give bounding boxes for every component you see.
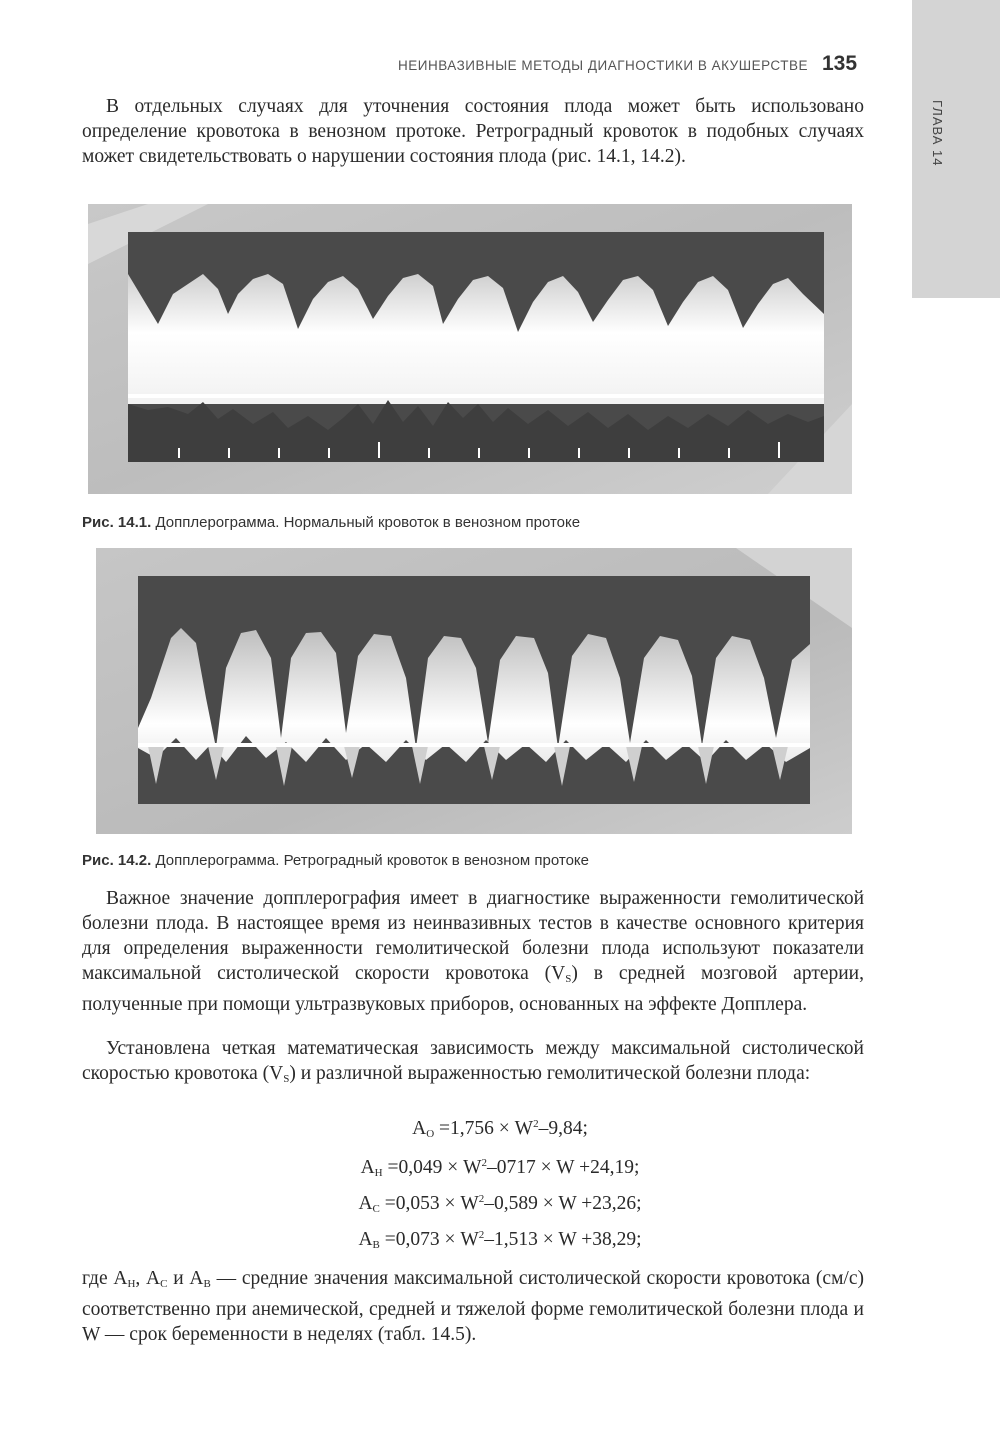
paragraph3-text-before: Установлена четкая математическая зависимость между максимальной систолической скоростью кровотока (V: [82, 1038, 864, 1084]
doppler-normal-image: [88, 204, 852, 494]
formula-c: [0, 1187, 1000, 1222]
figure-14-2-label: Рис. 14.2.: [82, 852, 152, 869]
figure-14-1-doppler: [88, 204, 852, 494]
paragraph4-sub2: С: [160, 1278, 168, 1290]
formula-1-sub: Н: [374, 1167, 383, 1179]
paragraph4-sub3: В: [203, 1278, 211, 1290]
chapter-tab-label: ГЛАВА 14: [930, 100, 945, 167]
chapter-tab: [912, 0, 1000, 298]
figure-14-2-doppler: [96, 548, 852, 834]
formula-3-right: –1,513 × W +38,29;: [484, 1229, 642, 1250]
paragraph-intro: В отдельных случаях для уточнения состояния плода может быть использовано определение кровотока в венозном протоке. Ретроградный кровоток в подобных случаях может свидетельствовать о нарушении состояния плода (рис. 14.1, 14.2).: [82, 96, 864, 167]
formula-2-sup: 2: [478, 1193, 485, 1205]
figure-14-1-label: Рис. 14.1.: [82, 514, 152, 531]
figure-14-1-caption: [82, 514, 580, 531]
formula-2-sub: С: [372, 1203, 380, 1215]
formula-0-sub: О: [426, 1128, 435, 1140]
formula-anemic-o: [0, 1112, 1000, 1147]
paragraph-where-definitions: [82, 1266, 864, 1347]
running-head: НЕИНВАЗИВНЫЕ МЕТОДЫ ДИАГНОСТИКИ В АКУШЕРСТВЕ: [398, 58, 808, 73]
formula-3-sub: В: [372, 1239, 380, 1251]
paragraph2-text-after: ) в средней мозговой артерии, полученные при помощи ультразвуковых приборов, основанных на эффекте Допплера.: [82, 963, 864, 1015]
formula-2-left: =0,053 × W: [379, 1193, 479, 1214]
formula-0-symbol: А: [412, 1118, 427, 1139]
paragraph4-part2: , А: [135, 1268, 161, 1289]
paragraph4-part1: где А: [82, 1268, 128, 1289]
page-number: 135: [822, 52, 858, 75]
paragraph-math-dependency: [82, 1036, 864, 1092]
formula-3-left: =0,073 × W: [379, 1229, 479, 1250]
paragraph4-part3: и А: [167, 1268, 204, 1289]
formula-2-symbol: А: [358, 1193, 373, 1214]
paragraph-doppler-importance: [82, 886, 864, 1017]
figure-14-2-caption: [82, 852, 589, 869]
paragraph4-sub1: Н: [127, 1278, 136, 1290]
paragraph2-text-before: Важное значение допплерография имеет в диагностике выраженности гемолитической болезни плода. В настоящее время из неинвазивных тестов в качестве основного критерия для определения выраженности гемолитической болезни плода используют показатели максимальной систолической скорости кровотока (V: [82, 888, 864, 984]
formula-h: [0, 1151, 1000, 1186]
formula-b: [0, 1223, 1000, 1258]
formula-1-left: =0,049 × W: [382, 1157, 482, 1178]
figure-14-2-caption-text: Допплерограмма. Ретроградный кровоток в венозном протоке: [155, 852, 590, 869]
formula-3-sup: 2: [478, 1229, 485, 1241]
formula-0-sup: 2: [533, 1118, 539, 1130]
formula-0-right: –9,84;: [538, 1118, 588, 1139]
formula-0-left: =1,756 × W: [434, 1118, 534, 1139]
formula-1-right: –0717 × W +24,19;: [487, 1157, 640, 1178]
paragraph4-part4: — средние значения максимальной систолической скорости кровотока (см/с) соответственно при анемической, средней и тяжелой форме гемолитической болезни плода и W — срок беременности в неделях (табл. 14.5).: [82, 1268, 864, 1345]
doppler-retrograde-image: [96, 548, 852, 834]
formula-2-right: –0,589 × W +23,26;: [484, 1193, 642, 1214]
formula-1-symbol: А: [360, 1157, 375, 1178]
paragraph3-subscript: S: [283, 1073, 290, 1085]
formula-1-sup: 2: [481, 1157, 488, 1169]
formula-3-symbol: А: [358, 1229, 373, 1250]
figure-14-1-caption-text: Допплерограмма. Нормальный кровоток в венозном протоке: [155, 514, 581, 531]
paragraph3-text-after: ) и различной выраженностью гемолитической болезни плода:: [289, 1063, 811, 1084]
paragraph2-subscript: S: [565, 973, 572, 985]
